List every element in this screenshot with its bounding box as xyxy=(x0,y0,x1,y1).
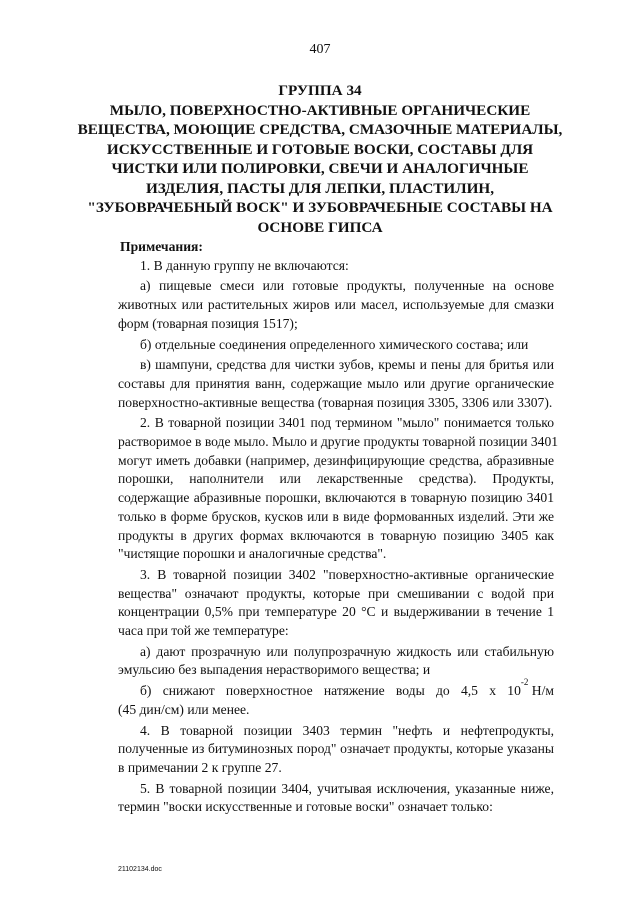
note-4 xyxy=(118,722,554,778)
paragraph-line: б) отдельные соединения определенного химического состава; или xyxy=(140,336,529,352)
paragraph-line xyxy=(118,677,554,701)
paragraph-line: полученные из битуминозных пород" означает продукты, которые указаны xyxy=(118,741,554,757)
note-3b xyxy=(118,677,554,719)
note-3 xyxy=(118,566,554,641)
paragraph-line: форм (товарная позиция 1517); xyxy=(118,315,298,331)
note-2 xyxy=(118,414,559,564)
paragraph-line: в) шампуни, средства для чистки зубов, кремы и пены для бритья или xyxy=(140,357,554,373)
paragraph-line: порошки, наполнители или лекарственные средства). Продукты, xyxy=(118,471,554,487)
heading-line: ВЕЩЕСТВА, МОЮЩИЕ СРЕДСТВА, СМАЗОЧНЫЕ МАТЕРИАЛЫ, xyxy=(77,121,563,138)
paragraph-line: эмульсию без выпадения нерастворимого вещества; и xyxy=(118,662,431,678)
paragraph-line: содержащие абразивные порошки, включаются в товарную позицию 3401 xyxy=(118,490,554,506)
paragraph-line: в примечании 2 к группе 27. xyxy=(118,759,282,775)
exponent: -2 xyxy=(520,677,529,688)
paragraph-line: часа при той же температуре: xyxy=(118,623,289,639)
paragraph-line: продукты в других формах включаются в товарную позицию 3405 как xyxy=(118,527,554,543)
page-number: 407 xyxy=(309,42,331,57)
paragraph-line: "чистящие порошки и аналогичные средства". xyxy=(118,546,387,562)
note-1c xyxy=(118,356,554,412)
paragraph-line: 4. В товарной позиции 3403 термин "нефть и нефтепродукты, xyxy=(140,722,554,738)
footer-filename: 21102134.doc xyxy=(118,866,162,873)
heading-line: "ЗУБОВРАЧЕБНЫЙ ВОСК" И ЗУБОВРАЧЕБНЫЕ СОСТАВЫ НА xyxy=(87,199,553,216)
heading-line: ЧИСТКИ ИЛИ ПОЛИРОВКИ, СВЕЧИ И АНАЛОГИЧНЫЕ xyxy=(111,160,529,177)
paragraph-line: поверхностно-активные вещества (товарная позиция 3305, 3306 или 3307). xyxy=(118,394,553,410)
note-5 xyxy=(118,780,554,817)
paragraph-line: 3. В товарной позиции 3402 "поверхностно-активные органические xyxy=(140,566,554,582)
paragraph-line: 2. В товарной позиции 3401 под термином "мыло" понимается только xyxy=(140,415,554,431)
unit-label: Н/м xyxy=(528,683,554,699)
heading-line: ИСКУССТВЕННЫЕ И ГОТОВЫЕ ВОСКИ, СОСТАВЫ ДЛЯ xyxy=(106,140,534,158)
note-1 xyxy=(118,257,554,276)
document-body xyxy=(118,238,559,819)
paragraph-line: 5. В товарной позиции 3404, учитывая исключения, указанные ниже, xyxy=(140,780,554,796)
paragraph-line: составы для принятия ванн, содержащие мыло или другие органические xyxy=(118,375,554,391)
paragraph-line: термин "воски искусственные и готовые воски" означает только: xyxy=(118,799,493,815)
paragraph-line: растворимое в воде мыло. Мыло и другие продукты товарной позиции 3401 xyxy=(118,434,559,450)
paragraph-line: могут иметь добавки (например, дезинфицирующие средства, абразивные xyxy=(118,452,554,468)
paragraph-line: а) пищевые смеси или готовые продукты, полученные на основе xyxy=(140,278,554,294)
paragraph-line: (45 дин/см) или менее. xyxy=(118,701,250,717)
paragraph-line: а) дают прозрачную или полупрозрачную жидкость или стабильную xyxy=(140,643,554,659)
notes-title: Примечания: xyxy=(120,239,203,254)
paragraph-line: вещества" означают продукты, которые при смешивании с водой при xyxy=(118,585,554,601)
paragraph-line: животных или растительных жиров или масел, используемые для смазки xyxy=(118,297,554,313)
heading-line: ГРУППА 34 xyxy=(278,82,362,99)
paragraph-line: только в форме брусков, кусков или в виде формованных изделий. Эти же xyxy=(118,508,554,524)
paragraph-line: 1. В данную группу не включаются: xyxy=(140,257,349,273)
heading-line: МЫЛО, ПОВЕРХНОСТНО-АКТИВНЫЕ ОРГАНИЧЕСКИЕ xyxy=(109,101,531,119)
heading-line: ОСНОВЕ ГИПСА xyxy=(257,218,383,236)
note-1b xyxy=(118,336,554,355)
paragraph-line: концентрации 0,5% при температуре 20 °С и выдерживании в течение 1 xyxy=(118,604,554,620)
note-3a xyxy=(118,643,554,680)
note-1a xyxy=(118,277,554,333)
heading-line: ИЗДЕЛИЯ, ПАСТЫ ДЛЯ ЛЕПКИ, ПЛАСТИЛИН, xyxy=(145,179,494,197)
group-heading xyxy=(60,81,580,237)
paragraph-line-text: б) снижают поверхностное натяжение воды до 4,5 х 10 xyxy=(140,683,521,699)
